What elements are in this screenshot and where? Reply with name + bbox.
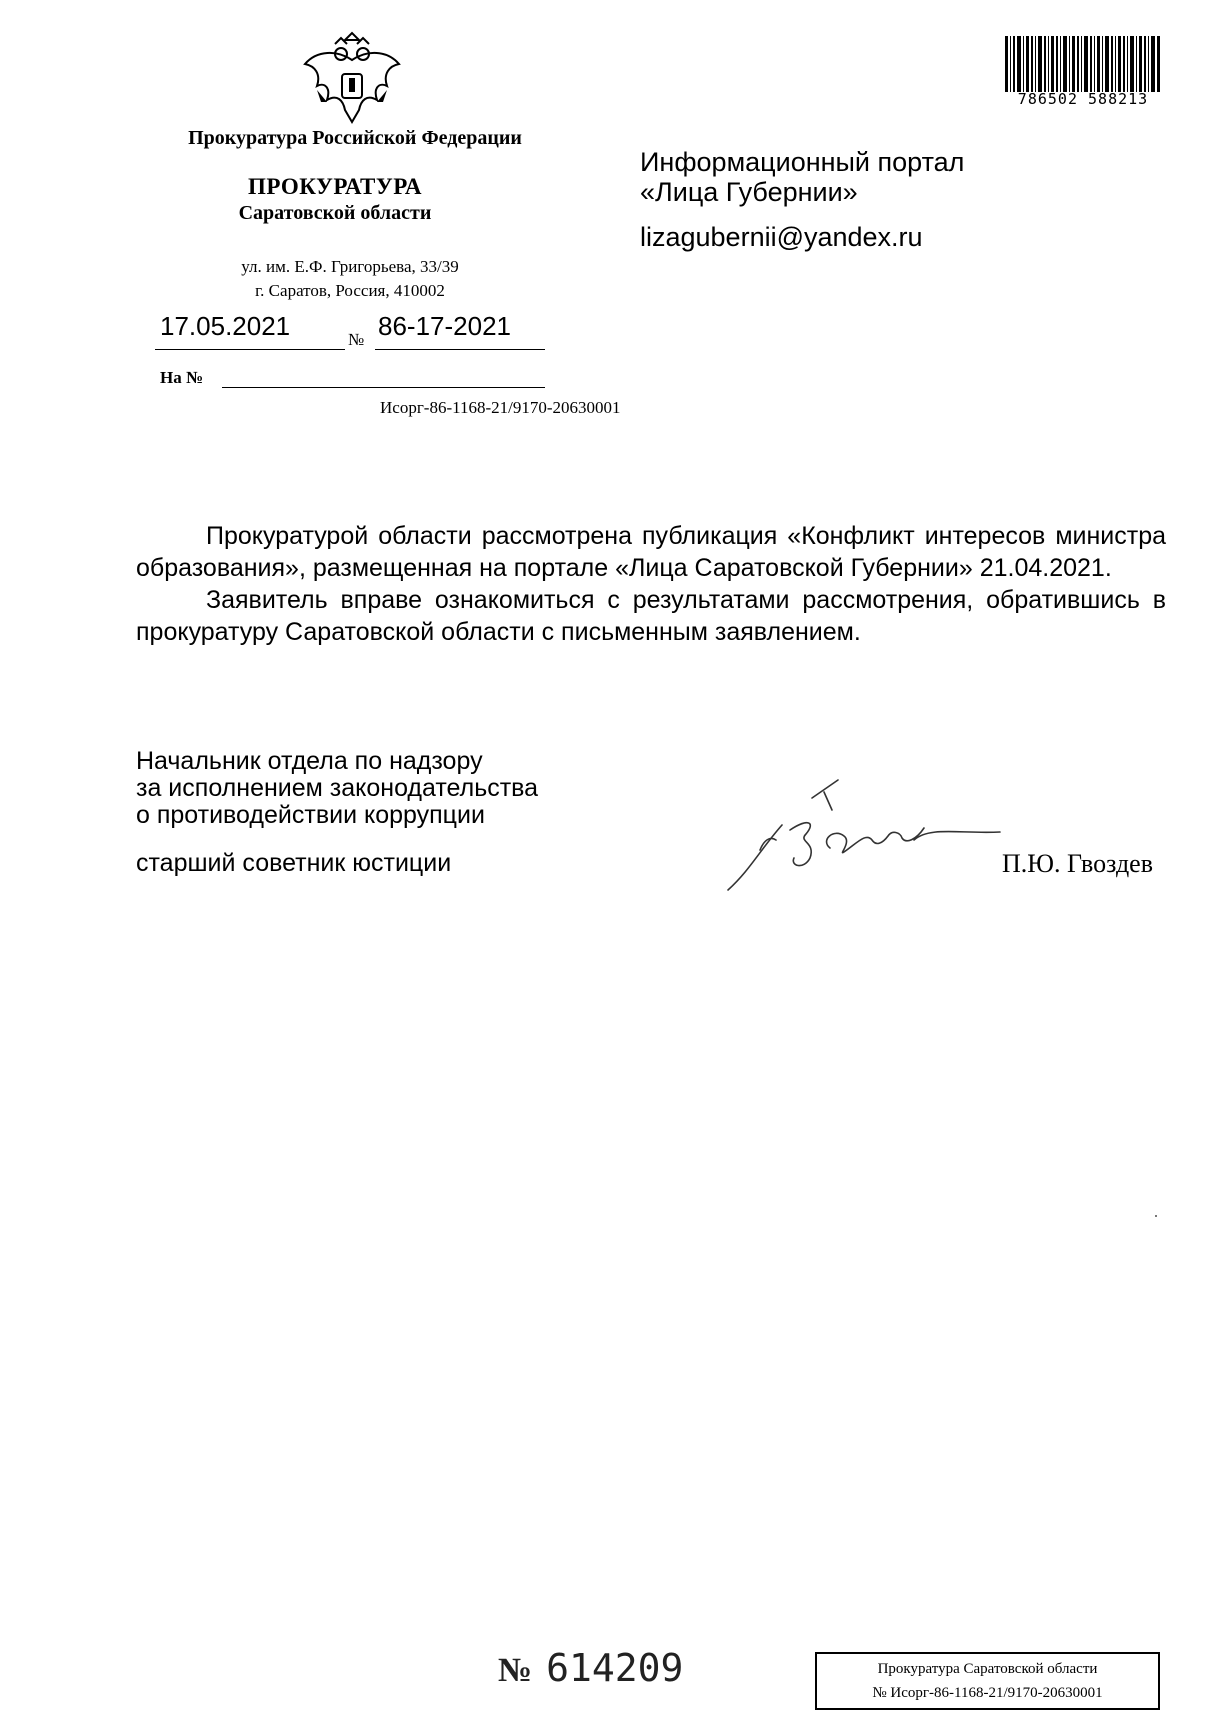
stamp-line-2: № Исорг-86-1168-21/9170-20630001 (872, 1685, 1103, 1701)
org-title: ПРОКУРАТУРА (248, 174, 422, 199)
org-region: Саратовской области (238, 202, 432, 224)
org-parent: Прокуратура Российской Федерации (188, 127, 522, 149)
recipient-line-2: «Лица Губернии» (640, 177, 858, 207)
signatory-name: П.Ю. Гвоздев (1002, 849, 1153, 878)
number-label: № (348, 330, 365, 349)
body-paragraph-2: Заявитель вправе ознакомиться с результатами рассмотрения, обратившись в прокуратуру Саратовской области с письменным заявлением. (136, 586, 1166, 646)
outgoing-number: 86-17-2021 (378, 311, 511, 341)
serial-number: 614209 (546, 1646, 684, 1690)
signatory-title-line-3: о противодействии коррупции (136, 801, 485, 829)
signatory-title-line-1: Начальник отдела по надзору (136, 747, 483, 775)
recipient-email: lizagubernii@yandex.ru (640, 222, 923, 252)
scan-speck (1155, 1215, 1157, 1217)
letter-body (136, 520, 1166, 648)
recipient-block (640, 147, 964, 207)
reply-to-label: На № (160, 368, 204, 387)
signatory-rank: старший советник юстиции (136, 849, 452, 877)
number-underline (375, 349, 545, 350)
barcode-number: 786502 588213 (1017, 90, 1149, 108)
double-headed-eagle-emblem-icon (297, 30, 407, 130)
signatory-title (136, 748, 538, 829)
body-paragraph-1: Прокуратурой области рассмотрена публикация «Конфликт интересов министра образования», размещенная на портале «Лица Саратовской Губернии» 21.04.2021. (136, 522, 1166, 582)
date-underline (155, 349, 345, 350)
registration-stamp (815, 1652, 1160, 1710)
stamp-line-1: Прокуратура Саратовской области (877, 1661, 1098, 1677)
registration-ref: Исорг-86-1168-21/9170-20630001 (380, 398, 621, 417)
handwritten-signature-icon (720, 770, 1010, 900)
serial-number-sign: № (498, 1652, 533, 1689)
signatory-title-line-2: за исполнением законодательства (136, 774, 539, 802)
address-line-2: г. Саратов, Россия, 410002 (255, 281, 445, 300)
address-line-1: ул. им. Е.Ф. Григорьева, 33/39 (241, 257, 459, 276)
recipient-line-1: Информационный портал (640, 147, 965, 177)
barcode-icon (1003, 36, 1163, 106)
document-date: 17.05.2021 (160, 311, 291, 341)
reply-to-underline (222, 387, 545, 388)
document-serial (498, 1646, 683, 1690)
